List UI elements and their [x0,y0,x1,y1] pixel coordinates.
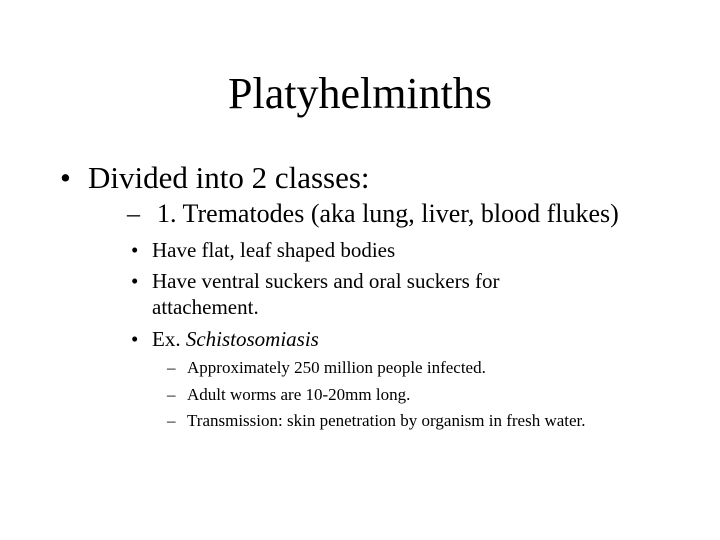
bullet-text: Approximately 250 million people infected. [187,358,486,377]
bullet-marker: • [131,327,139,351]
bullet-text: Transmission: skin penetration by organism in fresh water. [187,411,586,430]
bullet-level2 [127,198,619,230]
bullet-text: Divided into 2 classes: [88,160,370,195]
slide-title: Platyhelminths [228,69,492,118]
bullet-text: Have ventral suckers and oral suckers for [152,269,500,293]
bullet-level3-item1 [131,237,395,263]
dash-marker: – [167,358,176,377]
bullet-text-prefix: Ex. [152,327,186,351]
bullet-marker: • [60,160,71,195]
bullet-text: Have flat, leaf shaped bodies [152,238,396,262]
dash-marker: – [127,199,140,228]
bullet-level4-item1 [167,357,486,379]
bullet-text: 1. Trematodes (aka lung, liver, blood flukes) [157,199,619,228]
bullet-level4-item3 [167,410,586,432]
bullet-level4-item2 [167,384,410,406]
bullet-text-italic: Schistosomiasis [185,327,319,351]
bullet-level3-item2 [131,268,500,294]
dash-marker: – [167,411,176,430]
bullet-text: Adult worms are 10-20mm long. [187,385,411,404]
bullet-level1 [60,160,370,196]
dash-marker: – [167,385,176,404]
bullet-level3-item2-continuation: attachement. [152,295,259,319]
bullet-level3-item3 [131,326,319,352]
bullet-marker: • [131,269,139,293]
bullet-marker: • [131,238,139,262]
